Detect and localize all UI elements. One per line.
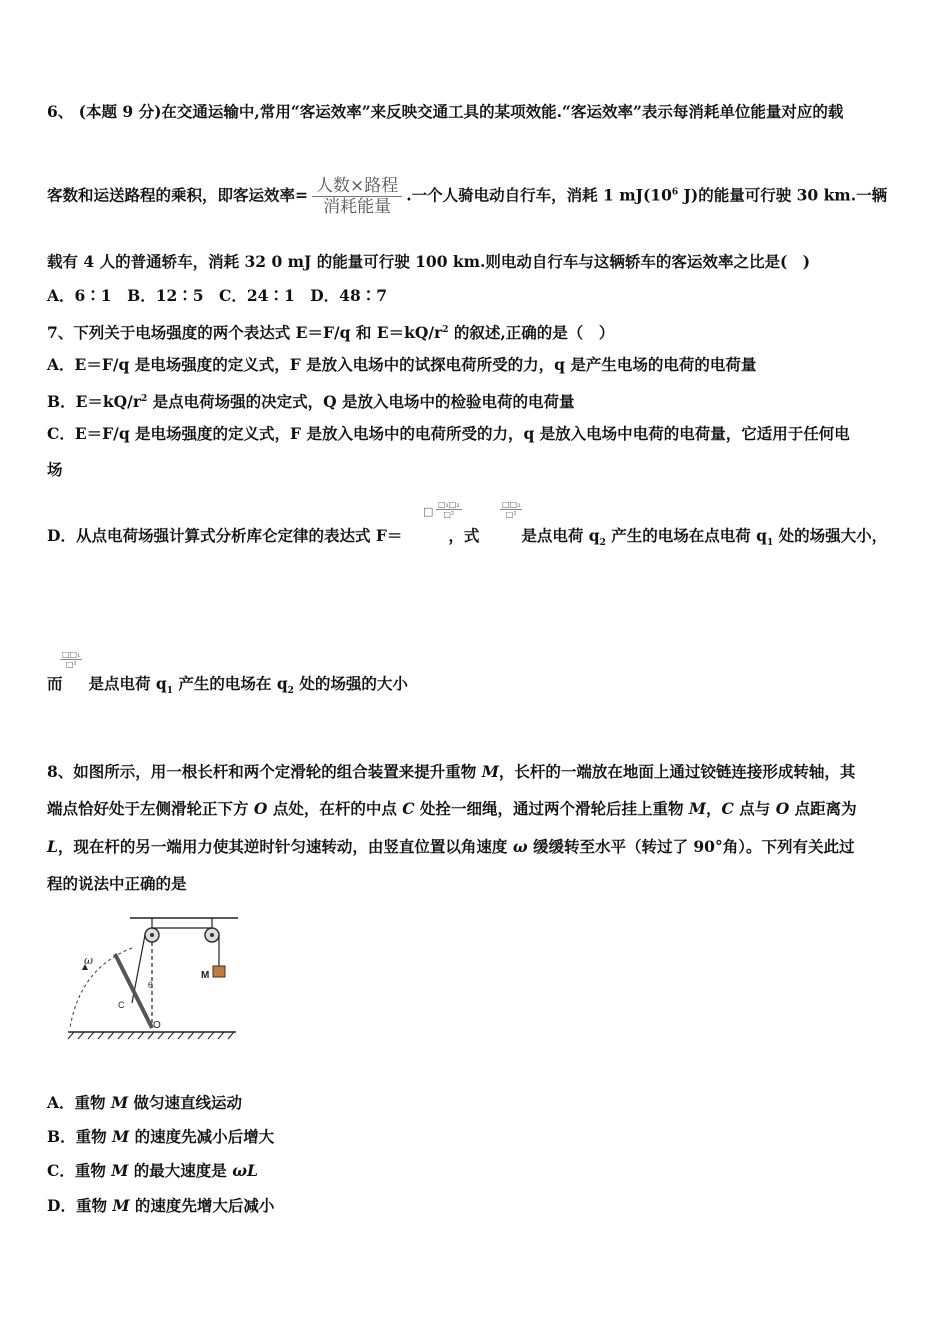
q7-d1-d: 产生的电场在点电荷 q bbox=[605, 526, 768, 545]
q8-c-val: ωL bbox=[232, 1161, 258, 1180]
left-pulley-axle bbox=[150, 933, 154, 937]
right-pulley-axle bbox=[210, 933, 214, 937]
q7-stem-b: 的叙述,正确的是（ ） bbox=[448, 323, 615, 343]
q8-l2-a: 端点恰好处于左侧滑轮正下方 bbox=[47, 799, 254, 818]
q8-b-post: 的速度先减小后增大 bbox=[129, 1127, 275, 1146]
q8-l2-e: 点与 bbox=[733, 799, 776, 818]
q7-d2-sub2: 2 bbox=[287, 686, 294, 697]
q7-d2-b: 是点电荷 q bbox=[88, 674, 167, 693]
q8-l1-b: ，长杆的一端放在地面上通过铰链连接形成转轴，其 bbox=[498, 762, 856, 781]
q8-a-post: 做匀速直线运动 bbox=[128, 1093, 243, 1112]
q8-line4: 程的说法中正确的是 bbox=[47, 874, 187, 893]
q7-d1-sub1: 2 bbox=[599, 538, 606, 549]
fig-label-C: C bbox=[118, 1000, 125, 1010]
fig-label-M: M bbox=[201, 970, 210, 981]
q6-line3: 载有 4 人的普通轿车，消耗 32 0 mJ 的能量可行驶 100 km.则电动自行车与这辆轿车的客运效率之比是( ) bbox=[47, 252, 811, 271]
coulomb-formula-den: □² bbox=[443, 510, 455, 519]
q6-line2-sup: 6 bbox=[671, 187, 679, 198]
q7-option-b-sup: 2 bbox=[140, 394, 148, 404]
coulomb-formula-num: □₁□₂ bbox=[438, 500, 460, 509]
q8-l3-b: 缓缓转至水平（转过了 90°角）。下列有关此过 bbox=[527, 837, 855, 856]
q8-l2-C2: C bbox=[721, 799, 734, 818]
q8-c-M: M bbox=[111, 1161, 129, 1180]
mass-block bbox=[213, 966, 225, 977]
q6-line2-post-b: J)的能量可行驶 30 km.一辆 bbox=[678, 185, 888, 205]
q7-d1-a: D．从点电荷场强计算式分析库仑定律的表达式 F＝ bbox=[47, 526, 403, 545]
q8-l3-L: L bbox=[47, 837, 58, 856]
q7-stem-sup: 2 bbox=[442, 325, 449, 335]
fig-label-O: O bbox=[153, 1020, 161, 1031]
field-q2-den: □² bbox=[505, 510, 517, 519]
q8-l2-c: 处拴一细绳，通过两个滑轮后挂上重物 bbox=[414, 799, 689, 818]
q8-a-M: M bbox=[110, 1093, 129, 1112]
q7-option-b-a: B．E＝kQ/r bbox=[47, 392, 141, 412]
q8-b-M: M bbox=[112, 1127, 130, 1146]
q7-d2-a: 而 bbox=[47, 674, 63, 693]
q7-option-d-line2 bbox=[47, 674, 408, 701]
coulomb-formula-box: □ bbox=[423, 505, 434, 518]
ground-hatching bbox=[68, 1032, 234, 1039]
q8-l1-M: M bbox=[481, 762, 499, 781]
q7-option-c-line2: 场 bbox=[47, 460, 63, 479]
rotation-arc bbox=[70, 948, 132, 1028]
efficiency-fraction-numerator: 人数×路程 bbox=[316, 176, 399, 196]
q6-line2-post-a: .一个人骑电动自行车，消耗 1 mJ(10 bbox=[406, 185, 672, 205]
field-q1-den: □² bbox=[65, 660, 77, 669]
q8-d-post: 的速度先增大后减小 bbox=[129, 1196, 275, 1215]
q7-option-a: A．E＝F/q 是电场强度的定义式，F 是放入电场中的试探电荷所受的力，q 是产生电场的电荷的电荷量 bbox=[47, 355, 757, 374]
q8-l2-C: C bbox=[402, 799, 415, 818]
q6-line2 bbox=[47, 176, 887, 217]
field-q1-num: □□₁ bbox=[62, 650, 81, 659]
pulley-rod-figure bbox=[60, 908, 245, 1048]
coulomb-formula-fraction bbox=[436, 500, 462, 519]
q8-c-pre: C．重物 bbox=[47, 1161, 112, 1180]
q8-option-b bbox=[47, 1127, 274, 1147]
q7-option-d-line1 bbox=[47, 526, 887, 553]
q8-a-pre: A．重物 bbox=[47, 1093, 111, 1112]
fig-label-omega: ω bbox=[84, 954, 93, 967]
q8-b-pre: B．重物 bbox=[47, 1127, 112, 1146]
q7-d2-sub1: 1 bbox=[166, 686, 174, 697]
fig-label-theta: θ bbox=[148, 981, 153, 990]
q7-stem-a: 7、下列关于电场强度的两个表达式 E＝F/q 和 E＝kQ/r bbox=[47, 323, 443, 343]
q8-l3-a: ，现在杆的另一端用力使其逆时针匀速转动，由竖直位置以角速度 bbox=[57, 837, 513, 856]
q7-d2-d: 处的场强的大小 bbox=[293, 674, 408, 693]
efficiency-fraction bbox=[312, 176, 402, 217]
q6-options: A．6∶1 B．12∶5 C．24∶1 D．48∶7 bbox=[47, 286, 388, 305]
field-q2-fraction bbox=[500, 500, 522, 519]
field-q1-fraction bbox=[60, 650, 82, 669]
q6-line2-pre: 客数和运送路程的乘积，即客运效率= bbox=[47, 185, 308, 205]
q8-line3 bbox=[47, 837, 854, 857]
q8-d-M: M bbox=[112, 1196, 130, 1215]
q7-option-b-b: 是点电荷场强的决定式，Q 是放入电场中的检验电荷的电荷量 bbox=[147, 392, 575, 412]
q8-l2-M: M bbox=[688, 799, 707, 818]
field-q2-num: □□₂ bbox=[502, 500, 521, 509]
q8-l1-a: 8、如图所示，用一根长杆和两个定滑轮的组合装置来提升重物 bbox=[47, 762, 482, 781]
q8-option-a bbox=[47, 1093, 242, 1113]
q8-line2 bbox=[47, 799, 857, 819]
q8-d-pre: D．重物 bbox=[47, 1196, 113, 1215]
q7-d1-e: 处的场强大小， bbox=[773, 526, 888, 545]
q7-d1-b: ，式 bbox=[448, 526, 480, 545]
q7-stem bbox=[47, 320, 614, 343]
q7-d2-c: 产生的电场在 q bbox=[173, 674, 288, 693]
q8-l2-b: 点处，在杆的中点 bbox=[267, 799, 403, 818]
rod bbox=[115, 954, 152, 1028]
q8-l2-O2: O bbox=[775, 799, 790, 818]
q8-option-c bbox=[47, 1161, 258, 1181]
q8-l2-d: ， bbox=[706, 799, 722, 818]
q8-l2-O: O bbox=[253, 799, 268, 818]
q8-l2-f: 点距离为 bbox=[789, 799, 857, 818]
q7-option-b bbox=[47, 389, 575, 412]
q8-line1 bbox=[47, 762, 855, 782]
q7-option-c-line1: C．E＝F/q 是电场强度的定义式，F 是放入电场中的电荷所受的力，q 是放入电场中电荷的电荷量，它适用于任何电 bbox=[47, 424, 850, 443]
efficiency-fraction-denominator: 消耗能量 bbox=[312, 196, 402, 217]
q8-c-mid: 的最大速度是 bbox=[128, 1161, 233, 1180]
q7-d1-sub2: 1 bbox=[767, 538, 774, 549]
q8-option-d bbox=[47, 1196, 274, 1216]
q8-l3-w: ω bbox=[512, 837, 528, 856]
q7-d1-c: 是点电荷 q bbox=[521, 526, 600, 545]
q6-line1: 6、 (本题 9 分)在交通运输中,常用“客运效率”来反映交通工具的某项效能.“客运效率”表示每消耗单位能量对应的载 bbox=[47, 102, 844, 121]
